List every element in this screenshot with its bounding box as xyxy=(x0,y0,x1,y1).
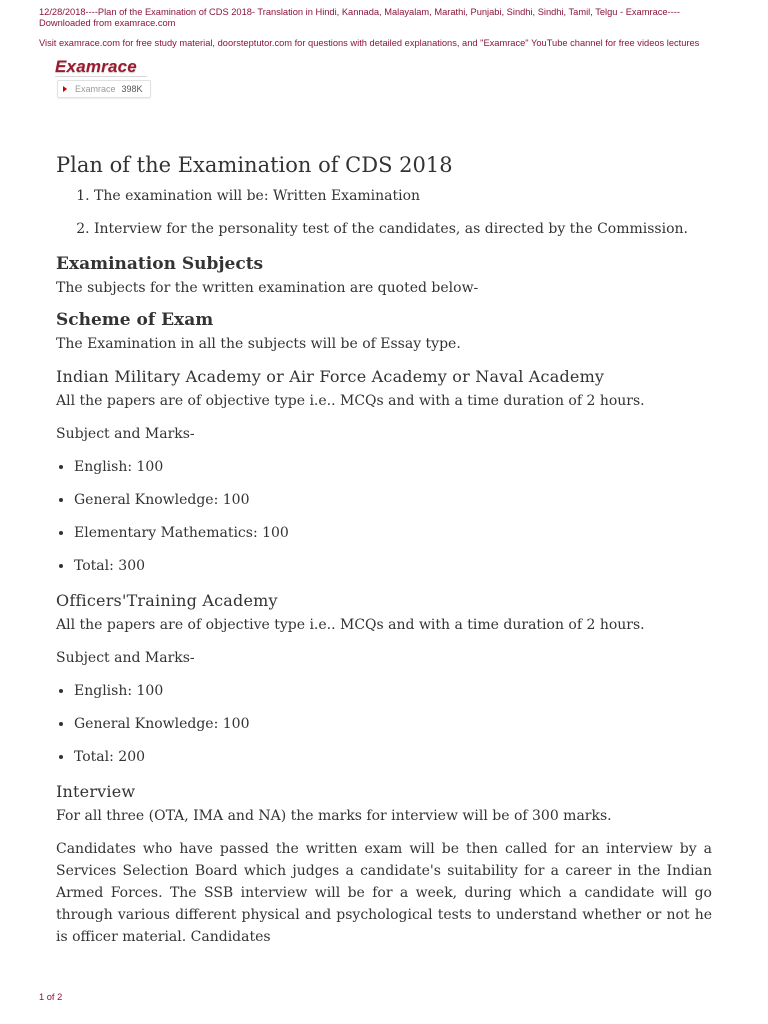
subscriber-count: 398K xyxy=(121,84,143,94)
page-number: 1 of 2 xyxy=(39,992,63,1002)
examrace-logo[interactable]: Examrace xyxy=(55,57,147,77)
print-header-visit-note: Visit examrace.com for free study material, doorsteptutor.com for questions with detailed explanations, and "Examrace" YouTube channel for free videos lectures xyxy=(39,38,700,48)
ima-marks-list xyxy=(56,456,712,577)
list-item: 1. The examination will be: Written Examination xyxy=(94,185,712,207)
interview-paragraph-2: Candidates who have passed the written exam will be then called for an interview by a Services Selection Board which judges a candidate's suitability for a career in the Indian Armed Forces. The SSB interview will be for a week, during which a candidate will go through various different physical and psychological tests to understand whether or not he is officer material. Candidates xyxy=(56,841,712,945)
list-item: • English: 100 xyxy=(74,680,712,702)
list-item: • Elementary Mathematics: 100 xyxy=(74,522,712,544)
section-heading-ota: Officers'Training Academy xyxy=(56,591,278,610)
list-item: • English: 100 xyxy=(74,456,712,478)
interview-paragraph-1: For all three (OTA, IMA and NA) the marks for interview will be of 300 marks. xyxy=(56,808,612,824)
subjects-paragraph: The subjects for the written examination are quoted below- xyxy=(56,280,479,296)
section-heading-scheme: Scheme of Exam xyxy=(56,310,214,330)
print-header-title: 12/28/2018----Plan of the Examination of CDS 2018- Translation in Hindi, Kannada, Malayalam, Marathi, Punjabi, Sindhi, Sindhi, Tamil, Telgu - Examrace----Downloaded from examrace.com xyxy=(39,7,680,28)
youtube-channel-label: Examrace xyxy=(75,84,116,94)
list-item: • General Knowledge: 100 xyxy=(74,713,712,735)
ota-marks-list xyxy=(56,680,712,768)
list-item: 2. Interview for the personality test of the candidates, as directed by the Commission. xyxy=(94,218,712,240)
section-heading-examination-subjects: Examination Subjects xyxy=(56,254,264,274)
ota-paragraph: All the papers are of objective type i.e.. MCQs and with a time duration of 2 hours. xyxy=(56,617,645,633)
ota-marks-label: Subject and Marks- xyxy=(56,650,195,666)
play-icon xyxy=(63,86,67,92)
section-heading-interview: Interview xyxy=(56,782,136,801)
scheme-paragraph: The Examination in all the subjects will be of Essay type. xyxy=(56,336,461,352)
youtube-subscribe-widget[interactable] xyxy=(57,80,151,98)
list-item: • Total: 200 xyxy=(74,746,712,768)
plan-list xyxy=(56,185,712,240)
section-heading-ima: Indian Military Academy or Air Force Academy or Naval Academy xyxy=(56,367,605,386)
article-body xyxy=(56,150,712,948)
page-title: Plan of the Examination of CDS 2018 xyxy=(56,153,453,177)
list-item: • Total: 300 xyxy=(74,555,712,577)
ima-marks-label: Subject and Marks- xyxy=(56,426,195,442)
list-item: • General Knowledge: 100 xyxy=(74,489,712,511)
ima-paragraph: All the papers are of objective type i.e.. MCQs and with a time duration of 2 hours. xyxy=(56,393,645,409)
